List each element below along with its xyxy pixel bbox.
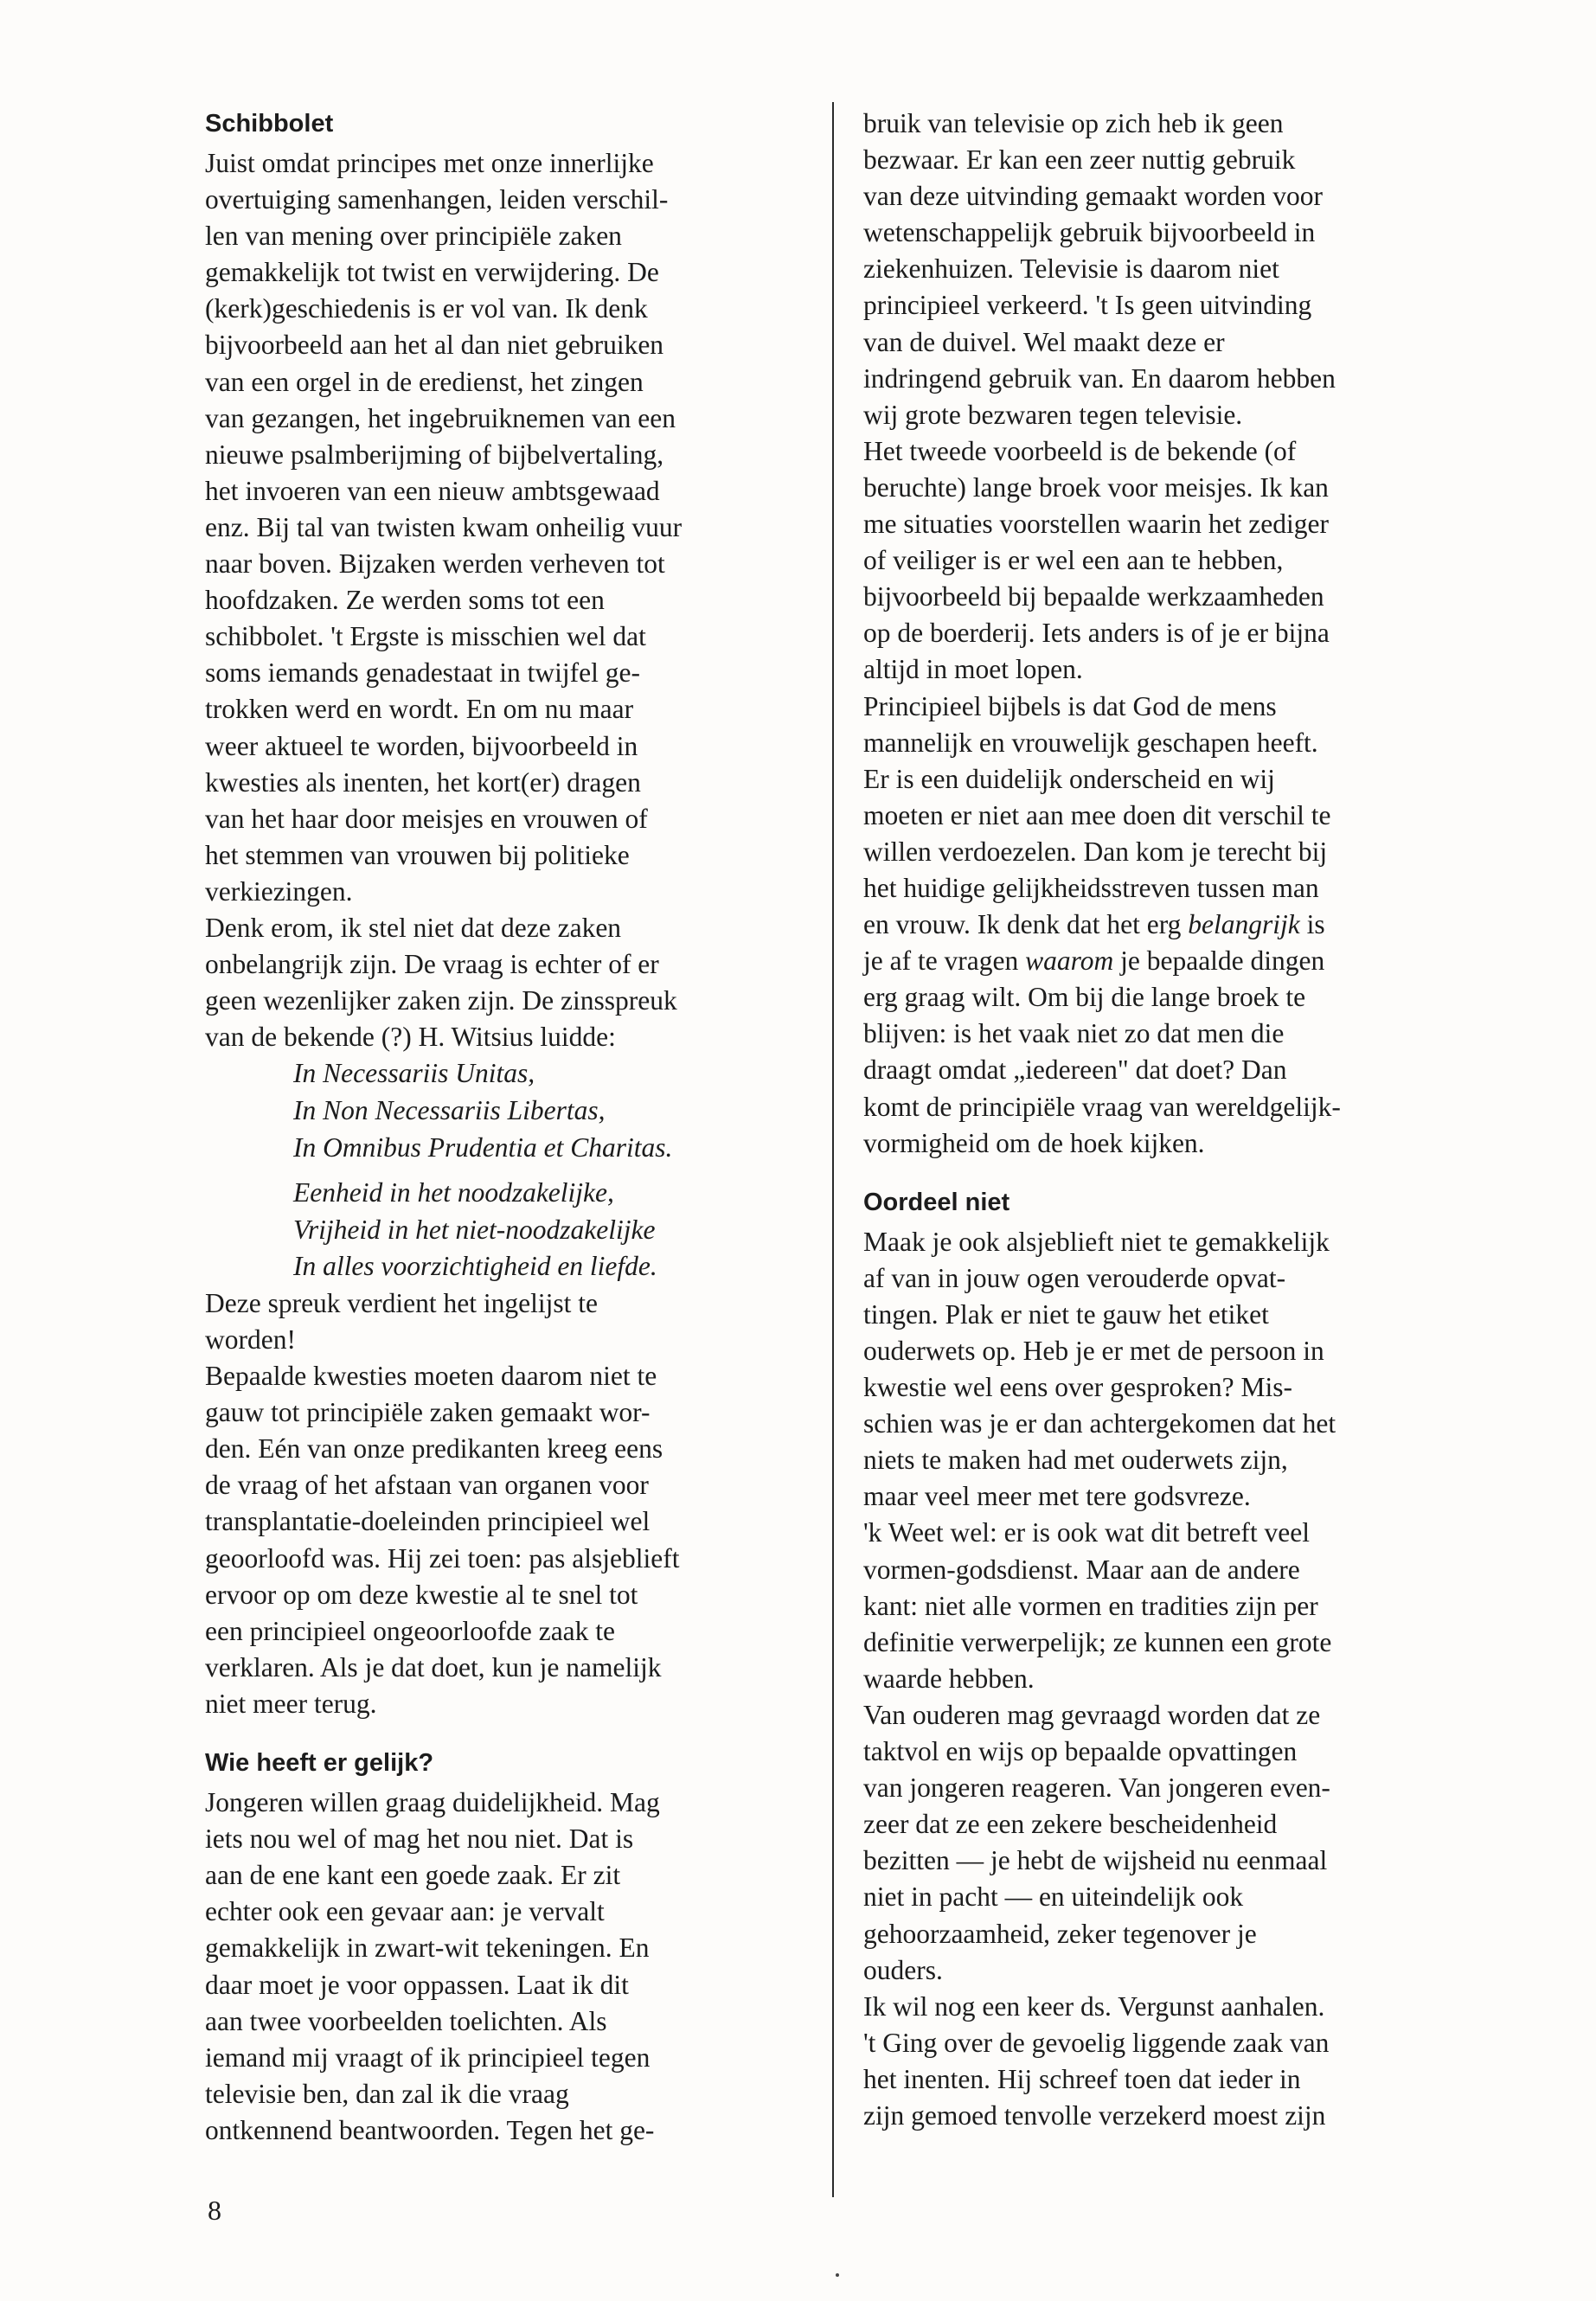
heading-wie-heeft-er-gelijk: Wie heeft er gelijk?: [205, 1749, 434, 1778]
text-line: den. Eén van onze predikanten kreeg eens: [205, 1433, 663, 1465]
text-line: [863, 943, 1477, 979]
paragraph-lange-broek: [863, 433, 1477, 689]
text-line: zeer dat ze een zekere bescheidenheid: [863, 1809, 1278, 1840]
paragraph-principles: [205, 145, 811, 910]
text-line: wetenschappelijk gebruik bijvoorbeeld in: [863, 217, 1316, 248]
text-line: Maak je ook alsjeblieft niet te gemakkelijk: [863, 1226, 1330, 1257]
text-line: iemand mij vraagt of ik principieel tegen: [205, 2041, 651, 2073]
text-line: weer aktueel te worden, bijvoorbeeld in: [205, 730, 638, 761]
text-line: het invoeren van een nieuw ambtsgewaad: [205, 475, 660, 506]
text-line: iets nou wel of mag het nou niet. Dat is: [205, 1823, 634, 1855]
text-line: altijd in moet lopen.: [863, 654, 1083, 685]
text-line: aan de ene kant een goede zaak. Er zit: [205, 1860, 621, 1891]
text-line: waarde hebben.: [863, 1663, 1035, 1694]
text-line: van de bekende (?) H. Witsius luidde:: [205, 1022, 616, 1053]
verse-line: In Omnibus Prudentia et Charitas.: [293, 1131, 673, 1163]
text-line: het stemmen van vrouwen bij politieke: [205, 839, 630, 870]
text-line: niet meer terug.: [205, 1688, 377, 1719]
verse-line: In Necessariis Unitas,: [293, 1058, 535, 1089]
text-line: Deze spreuk verdient het ingelijst te: [205, 1287, 598, 1318]
text-line: Van ouderen mag gevraagd worden dat ze: [863, 1699, 1321, 1730]
paragraph-witsius-intro: [205, 910, 811, 1055]
text-line: transplantatie-doeleinden principieel wel: [205, 1506, 651, 1537]
text-segment: je af te vragen: [863, 945, 1026, 977]
text-line: tingen. Plak er niet te gauw het etiket: [863, 1298, 1269, 1330]
text-line: worden!: [205, 1324, 296, 1355]
paragraph-vormen-godsdienst: [863, 1515, 1477, 1696]
text-line: vormigheid om de hoek kijken.: [863, 1127, 1205, 1158]
text-line: van jongeren reageren. Van jongeren even-: [863, 1772, 1330, 1804]
verse-line: Vrijheid in het niet-noodzakelijke: [293, 1214, 656, 1245]
text-line: de vraag of het afstaan van organen voor: [205, 1470, 649, 1501]
text-line: wij grote bezwaren tegen televisie.: [863, 399, 1243, 430]
text-line: taktvol en wijs op bepaalde opvattingen: [863, 1736, 1298, 1767]
text-line: maar veel meer met tere godsvreze.: [863, 1481, 1251, 1512]
text-line: gauw tot principiële zaken gemaakt wor-: [205, 1397, 651, 1428]
verse-latin: [205, 1055, 811, 1166]
text-line: bijvoorbeeld aan het al dan niet gebruiken: [205, 330, 664, 361]
text-line: verkiezingen.: [205, 875, 353, 907]
verse-line: In alles voorzichtigheid en liefde.: [293, 1251, 657, 1282]
text-segment: is: [1299, 909, 1325, 940]
text-line: trokken werd en wordt. En om nu maar: [205, 694, 634, 725]
text-line: gemakkelijk in zwart-wit tekeningen. En: [205, 1932, 650, 1964]
text-line: indringend gebruik van. En daarom hebben: [863, 362, 1336, 394]
text-line: van gezangen, het ingebruiknemen van een: [205, 402, 676, 433]
text-line: definitie verwerpelijk; ze kunnen een grote: [863, 1626, 1332, 1657]
paragraph-vergunst: [863, 1989, 1477, 2134]
text-line: televisie ben, dan zal ik die vraag: [205, 2078, 569, 2109]
text-line: ouderwets op. Heb je er met de persoon in: [863, 1336, 1324, 1366]
left-column: [205, 106, 811, 2149]
column-divider: [832, 102, 834, 2197]
text-line: [863, 907, 1477, 943]
text-line: vormen-godsdienst. Maar aan de andere: [863, 1554, 1300, 1585]
text-line: een principieel ongeoorloofde zaak te: [205, 1615, 616, 1646]
text-line: kant: niet alle vormen en tradities zijn per: [863, 1590, 1318, 1621]
print-speck: [836, 2273, 839, 2277]
text-line: zijn gemoed tenvolle verzekerd moest zijn: [863, 2099, 1326, 2131]
text-line: gehoorzaamheid, zeker tegenover je: [863, 1918, 1257, 1949]
text-line: van deze uitvinding gemaakt worden voor: [863, 181, 1323, 212]
text-segment: je bepaalde dingen: [1113, 945, 1325, 977]
text-line: 'k Weet wel: er is ook wat dit betreft veel: [863, 1517, 1311, 1548]
text-line: Bepaalde kwesties moeten daarom niet te: [205, 1361, 657, 1392]
text-line: erg graag wilt. Om bij die lange broek te: [863, 982, 1306, 1013]
text-line: naar boven. Bijzaken werden verheven tot: [205, 548, 665, 580]
text-line: moeten er niet aan mee doen dit verschil te: [863, 799, 1331, 830]
text-line: principieel verkeerd. 't Is geen uitvinding: [863, 290, 1312, 321]
paragraph-televisie: [863, 106, 1477, 433]
paragraph-oordeel: [863, 1224, 1477, 1516]
heading-oordeel-niet: Oordeel niet: [863, 1188, 1010, 1216]
text-line: echter ook een gevaar aan: je vervalt: [205, 1896, 605, 1927]
text-line: enz. Bij tal van twisten kwam onheilig vuur: [205, 511, 683, 542]
text-line: verklaren. Als je dat doet, kun je namelijk: [205, 1651, 662, 1682]
emphasis-belangrijk: belangrijk: [1188, 909, 1300, 940]
text-line: Denk erom, ik stel niet dat deze zaken: [205, 912, 622, 943]
text-line: bezitten — je hebt de wijsheid nu eenmaal: [863, 1845, 1328, 1876]
text-line: ziekenhuizen. Televisie is daarom niet: [863, 253, 1279, 285]
text-line: Juist omdat principes met onze innerlijke: [205, 148, 654, 178]
text-line: hoofdzaken. Ze werden soms tot een: [205, 585, 605, 616]
text-line: ontkennend beantwoorden. Tegen het ge-: [205, 2114, 655, 2145]
text-line: het huidige gelijkheidsstreven tussen man: [863, 872, 1319, 903]
heading-schibbolet: Schibbolet: [205, 110, 334, 138]
text-line: (kerk)geschiedenis is er vol van. Ik denk: [205, 293, 648, 324]
paragraph-principieel-bijbels: [863, 689, 1477, 1162]
text-line: len van mening over principiële zaken: [205, 221, 622, 252]
text-line: komt de principiële vraag van wereldgelijk-: [863, 1091, 1341, 1122]
text-line: mannelijk en vrouwelijk geschapen heeft.: [863, 727, 1318, 758]
paragraph-ouderen: [863, 1697, 1477, 1989]
text-line: onbelangrijk zijn. De vraag is echter of er: [205, 949, 659, 980]
text-line: niets te maken had met ouderwets zijn,: [863, 1445, 1288, 1476]
text-line: niet in pacht — en uiteindelijk ook: [863, 1881, 1244, 1913]
text-line: bezwaar. Er kan een zeer nuttig gebruik: [863, 144, 1296, 176]
text-line: Principieel bijbels is dat God de mens: [863, 690, 1277, 721]
verse-line: In Non Necessariis Libertas,: [293, 1094, 606, 1125]
text-line: draagt omdat „iedereen" dat doet? Dan: [863, 1054, 1287, 1086]
verse-dutch: [205, 1175, 811, 1285]
text-line: geoorloofd was. Hij zei toen: pas alsjeblieft: [205, 1542, 680, 1574]
text-line: geen wezenlijker zaken zijn. De zinsspreuk: [205, 985, 677, 1016]
text-line: of veiliger is er wel een aan te hebben,: [863, 545, 1284, 576]
text-line: aan twee voorbeelden toelichten. Als: [205, 2005, 607, 2036]
text-line: Ik wil nog een keer ds. Vergunst aanhalen.: [863, 1990, 1325, 2022]
text-line: willen verdoezelen. Dan kom je terecht bij: [863, 836, 1328, 867]
text-line: ouders.: [863, 1954, 943, 1985]
page-number: 8: [208, 2195, 221, 2226]
text-line: beruchte) lange broek voor meisjes. Ik kan: [863, 471, 1329, 503]
text-line: van het haar door meisjes en vrouwen of: [205, 803, 648, 834]
text-line: op de boerderij. Iets anders is of je er bijna: [863, 618, 1330, 649]
text-line: het inenten. Hij schreef toen dat ieder in: [863, 2063, 1301, 2094]
text-line: blijven: is het vaak niet zo dat men die: [863, 1018, 1285, 1049]
text-line: Het tweede voorbeeld is de bekende (of: [863, 435, 1297, 466]
text-line: af van in jouw ogen verouderde opvat-: [863, 1262, 1286, 1293]
verse-line: Eenheid in het noodzakelijke,: [293, 1177, 614, 1208]
paragraph-kwesties: [205, 1358, 811, 1722]
text-line: me situaties voorstellen waarin het zediger: [863, 509, 1329, 540]
text-line: kwesties als inenten, het kort(er) dragen: [205, 766, 641, 798]
text-line: daar moet je voor oppassen. Laat ik dit: [205, 1969, 629, 2000]
text-line: bruik van televisie op zich heb ik geen: [863, 108, 1284, 138]
text-line: bijvoorbeeld bij bepaalde werkzaamheden: [863, 581, 1324, 612]
text-line: nieuwe psalmberijming of bijbelvertaling,: [205, 439, 664, 470]
text-line: 't Ging over de gevoelig liggende zaak van: [863, 2027, 1330, 2058]
text-line: soms iemands genadestaat in twijfel ge-: [205, 657, 640, 689]
text-line: gemakkelijk tot twist en verwijdering. De: [205, 257, 659, 288]
paragraph-spreuk: [205, 1285, 811, 1358]
paragraph-jongeren: [205, 1785, 811, 2149]
text-line: ervoor op om deze kwestie al te snel tot: [205, 1579, 638, 1610]
text-line: van de duivel. Wel maakt deze er: [863, 326, 1225, 357]
text-segment: en vrouw. Ik denk dat het erg: [863, 909, 1182, 940]
text-line: van een orgel in de eredienst, het zingen: [205, 366, 644, 397]
text-line: Jongeren willen graag duidelijkheid. Mag: [205, 1787, 660, 1818]
text-line: schien was je er dan achtergekomen dat het: [863, 1408, 1336, 1439]
text-line: kwestie wel eens over gesproken? Mis-: [863, 1372, 1292, 1403]
text-line: Er is een duidelijk onderscheid en wij: [863, 763, 1275, 794]
right-column: [863, 106, 1477, 2134]
text-line: schibbolet. 't Ergste is misschien wel dat: [205, 621, 646, 652]
text-line: overtuiging samenhangen, leiden verschil-: [205, 184, 669, 215]
emphasis-waarom: waarom: [1025, 945, 1114, 977]
